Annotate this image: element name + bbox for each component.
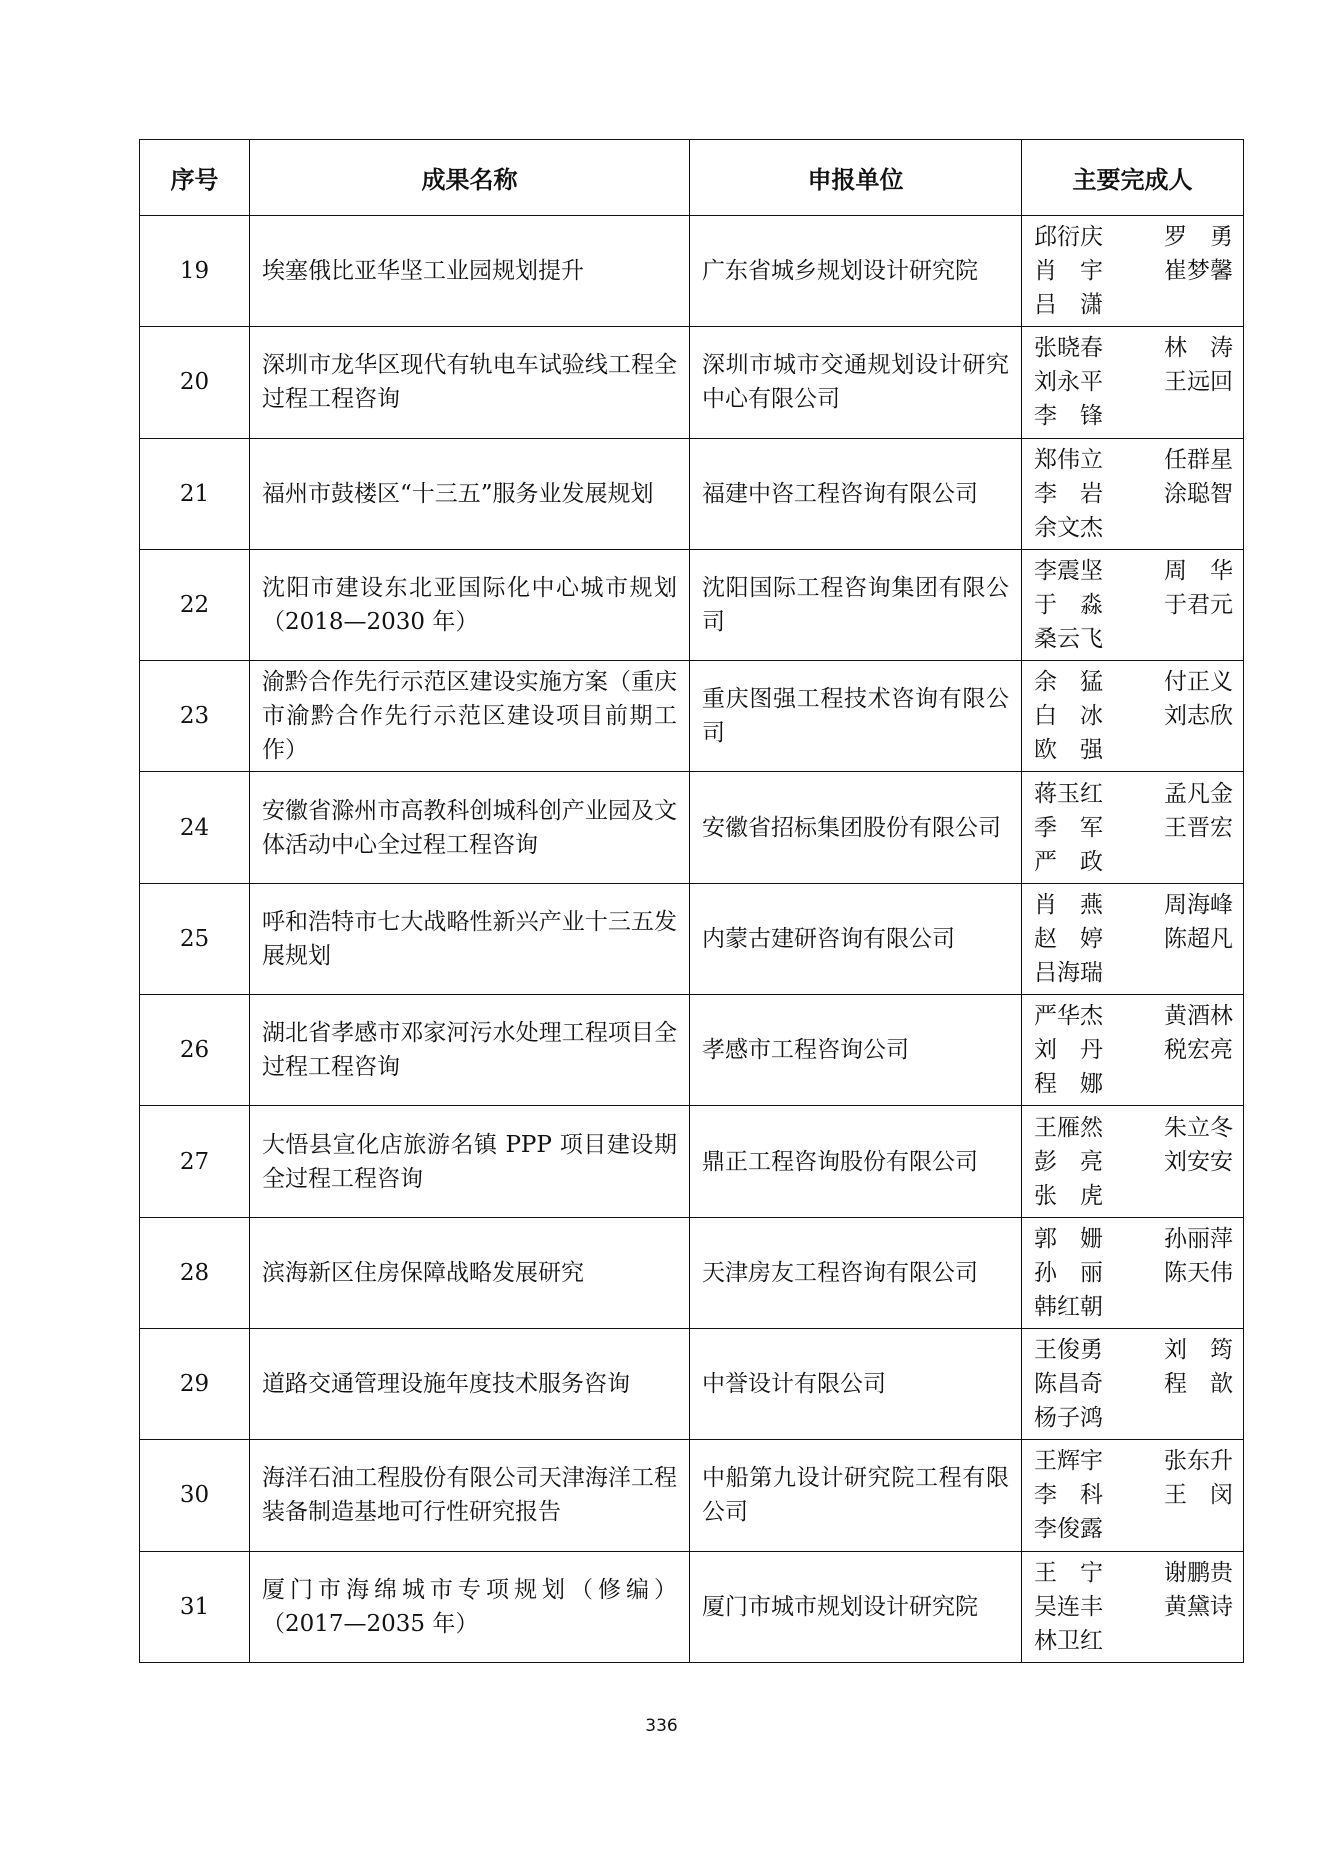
cell-project-name: 厦门市海绵城市专项规划（修编）（2017—2035 年） — [250, 1551, 690, 1662]
contributor-name: 郑伟立 — [1034, 446, 1103, 473]
cell-project-name: 渝黔合作先行示范区建设实施方案（重庆市渝黔合作先行示范区建设项目前期工作） — [250, 661, 690, 772]
table-body — [140, 216, 1244, 1663]
table-row — [140, 883, 1244, 994]
contributor-name: 程 娜 — [1034, 1071, 1103, 1098]
contributor-list — [1034, 1111, 1233, 1213]
table-row — [140, 327, 1244, 438]
cell-main-contributors — [1022, 772, 1244, 883]
cell-no: 19 — [140, 216, 250, 327]
contributor-name: 李 岩 — [1034, 480, 1103, 507]
table-row — [140, 1217, 1244, 1328]
cell-main-contributors — [1022, 327, 1244, 438]
contributor-name: 刘 丹 — [1034, 1037, 1103, 1064]
cell-main-contributors — [1022, 995, 1244, 1106]
contributor-name: 王 闵 — [1164, 1482, 1233, 1509]
cell-applicant-unit: 中船第九设计研究院工程有限公司 — [690, 1440, 1022, 1551]
table-row — [140, 1106, 1244, 1217]
contributor-name: 任群星 — [1164, 446, 1233, 473]
contributor-name: 吕海瑞 — [1034, 959, 1103, 986]
cell-project-name: 呼和浩特市七大战略性新兴产业十三五发展规划 — [250, 883, 690, 994]
contributor-name: 肖 宇 — [1034, 258, 1103, 285]
contributor-name: 税宏亮 — [1164, 1037, 1233, 1064]
contributor-list — [1034, 999, 1233, 1101]
contributor-name: 付正义 — [1164, 669, 1233, 696]
cell-project-name: 滨海新区住房保障战略发展研究 — [250, 1217, 690, 1328]
contributor-name: 陈昌奇 — [1034, 1371, 1103, 1398]
contributor-name: 李 科 — [1034, 1482, 1103, 1509]
cell-no: 21 — [140, 438, 250, 549]
contributor-list — [1034, 1556, 1233, 1658]
cell-no: 27 — [140, 1106, 250, 1217]
cell-applicant-unit: 鼎正工程咨询股份有限公司 — [690, 1106, 1022, 1217]
table-header — [140, 140, 1244, 216]
cell-main-contributors — [1022, 1551, 1244, 1662]
contributor-name: 季 军 — [1034, 814, 1103, 841]
header-unit: 申报单位 — [690, 140, 1022, 216]
header-row — [140, 140, 1244, 216]
contributor-name: 吕 潇 — [1034, 292, 1103, 319]
cell-applicant-unit: 天津房友工程咨询有限公司 — [690, 1217, 1022, 1328]
table-row — [140, 1328, 1244, 1439]
contributor-name: 林卫红 — [1034, 1627, 1103, 1654]
contributor-name: 李俊露 — [1034, 1516, 1103, 1543]
table-row — [140, 995, 1244, 1106]
contributor-name: 欧 强 — [1034, 737, 1103, 764]
contributor-name: 孙 丽 — [1034, 1259, 1103, 1286]
contributor-name: 程 歆 — [1164, 1371, 1233, 1398]
cell-no: 25 — [140, 883, 250, 994]
cell-no: 26 — [140, 995, 250, 1106]
cell-no: 24 — [140, 772, 250, 883]
contributor-list — [1034, 888, 1233, 990]
cell-applicant-unit: 重庆图强工程技术咨询有限公司 — [690, 661, 1022, 772]
contributor-name: 王俊勇 — [1034, 1337, 1103, 1364]
contributor-name: 黄酒林 — [1164, 1003, 1233, 1030]
contributor-name: 余文杰 — [1034, 514, 1103, 541]
contributor-name: 陈天伟 — [1164, 1259, 1233, 1286]
cell-main-contributors — [1022, 883, 1244, 994]
contributor-name: 刘志欣 — [1164, 703, 1233, 730]
contributor-name: 陈超凡 — [1164, 925, 1233, 952]
contributor-name: 严华杰 — [1034, 1003, 1103, 1030]
contributor-name: 崔梦馨 — [1164, 258, 1233, 285]
contributor-name: 朱立冬 — [1164, 1114, 1233, 1141]
contributor-name: 于君元 — [1164, 592, 1233, 619]
header-people: 主要完成人 — [1022, 140, 1244, 216]
cell-project-name: 埃塞俄比亚华坚工业园规划提升 — [250, 216, 690, 327]
cell-main-contributors — [1022, 216, 1244, 327]
cell-main-contributors — [1022, 549, 1244, 660]
page-number: 336 — [645, 1716, 678, 1736]
contributor-name: 林 涛 — [1164, 335, 1233, 362]
contributor-name: 刘安安 — [1164, 1148, 1233, 1175]
contributor-name: 刘永平 — [1034, 369, 1103, 396]
cell-applicant-unit: 深圳市城市交通规划设计研究中心有限公司 — [690, 327, 1022, 438]
cell-main-contributors — [1022, 438, 1244, 549]
cell-no: 23 — [140, 661, 250, 772]
contributor-name: 罗 勇 — [1164, 224, 1233, 251]
contributor-name: 吴连丰 — [1034, 1593, 1103, 1620]
table-row — [140, 661, 1244, 772]
contributor-name: 李震坚 — [1034, 558, 1103, 585]
contributor-name: 于 淼 — [1034, 592, 1103, 619]
cell-main-contributors — [1022, 661, 1244, 772]
contributor-name: 涂聪智 — [1164, 480, 1233, 507]
contributor-list — [1034, 665, 1233, 767]
contributor-name: 蒋玉红 — [1034, 780, 1103, 807]
contributor-name: 王远回 — [1164, 369, 1233, 396]
cell-main-contributors — [1022, 1440, 1244, 1551]
contributor-name: 李 锋 — [1034, 403, 1103, 430]
table-row — [140, 772, 1244, 883]
contributor-name: 谢鹏贵 — [1164, 1559, 1233, 1586]
contributor-name: 王晋宏 — [1164, 814, 1233, 841]
contributor-list — [1034, 1333, 1233, 1435]
cell-main-contributors — [1022, 1328, 1244, 1439]
contributor-name: 张 虎 — [1034, 1182, 1103, 1209]
contributor-name: 孙丽萍 — [1164, 1225, 1233, 1252]
cell-no: 20 — [140, 327, 250, 438]
contributor-name: 郭 姗 — [1034, 1225, 1103, 1252]
header-no: 序号 — [140, 140, 250, 216]
cell-applicant-unit: 中誉设计有限公司 — [690, 1328, 1022, 1439]
cell-applicant-unit: 厦门市城市规划设计研究院 — [690, 1551, 1022, 1662]
table-row — [140, 549, 1244, 660]
cell-project-name: 海洋石油工程股份有限公司天津海洋工程装备制造基地可行性研究报告 — [250, 1440, 690, 1551]
cell-applicant-unit: 广东省城乡规划设计研究院 — [690, 216, 1022, 327]
cell-no: 31 — [140, 1551, 250, 1662]
contributor-list — [1034, 220, 1233, 322]
table-row — [140, 1551, 1244, 1662]
cell-no: 30 — [140, 1440, 250, 1551]
contributor-name: 严 政 — [1034, 848, 1103, 875]
cell-applicant-unit: 沈阳国际工程咨询集团有限公司 — [690, 549, 1022, 660]
cell-project-name: 道路交通管理设施年度技术服务咨询 — [250, 1328, 690, 1439]
cell-main-contributors — [1022, 1106, 1244, 1217]
cell-project-name: 福州市鼓楼区“十三五”服务业发展规划 — [250, 438, 690, 549]
cell-applicant-unit: 安徽省招标集团股份有限公司 — [690, 772, 1022, 883]
contributor-name: 张晓春 — [1034, 335, 1103, 362]
contributor-name: 赵 婷 — [1034, 925, 1103, 952]
contributor-name: 邱衍庆 — [1034, 224, 1103, 251]
cell-applicant-unit: 福建中咨工程咨询有限公司 — [690, 438, 1022, 549]
contributor-list — [1034, 331, 1233, 433]
contributor-name: 肖 燕 — [1034, 891, 1103, 918]
contributor-name: 王雁然 — [1034, 1114, 1103, 1141]
awards-table — [139, 139, 1244, 1663]
cell-main-contributors — [1022, 1217, 1244, 1328]
contributor-name: 余 猛 — [1034, 669, 1103, 696]
cell-project-name: 大悟县宣化店旅游名镇 PPP 项目建设期全过程工程咨询 — [250, 1106, 690, 1217]
contributor-list — [1034, 1222, 1233, 1324]
contributor-name: 黄黛诗 — [1164, 1593, 1233, 1620]
contributor-list — [1034, 554, 1233, 656]
contributor-name: 王 宁 — [1034, 1559, 1103, 1586]
contributor-name: 王辉宇 — [1034, 1448, 1103, 1475]
table-row — [140, 1440, 1244, 1551]
contributor-name: 孟凡金 — [1164, 780, 1233, 807]
contributor-list — [1034, 1444, 1233, 1546]
contributor-name: 韩红朝 — [1034, 1293, 1103, 1320]
cell-applicant-unit: 内蒙古建研咨询有限公司 — [690, 883, 1022, 994]
contributor-name: 刘 筠 — [1164, 1337, 1233, 1364]
contributor-name: 周海峰 — [1164, 891, 1233, 918]
contributor-name: 张东升 — [1164, 1448, 1233, 1475]
cell-project-name: 安徽省滁州市高教科创城科创产业园及文体活动中心全过程工程咨询 — [250, 772, 690, 883]
cell-no: 22 — [140, 549, 250, 660]
cell-project-name: 湖北省孝感市邓家河污水处理工程项目全过程工程咨询 — [250, 995, 690, 1106]
cell-applicant-unit: 孝感市工程咨询公司 — [690, 995, 1022, 1106]
contributor-name: 白 冰 — [1034, 703, 1103, 730]
contributor-list — [1034, 443, 1233, 545]
contributor-name: 彭 亮 — [1034, 1148, 1103, 1175]
table-row — [140, 216, 1244, 327]
table-row — [140, 438, 1244, 549]
cell-no: 28 — [140, 1217, 250, 1328]
cell-project-name: 沈阳市建设东北亚国际化中心城市规划（2018—2030 年） — [250, 549, 690, 660]
contributor-name: 杨子鸿 — [1034, 1405, 1103, 1432]
header-name: 成果名称 — [250, 140, 690, 216]
contributor-name: 桑云飞 — [1034, 626, 1103, 653]
contributor-list — [1034, 777, 1233, 879]
cell-no: 29 — [140, 1328, 250, 1439]
contributor-name: 周 华 — [1164, 558, 1233, 585]
cell-project-name: 深圳市龙华区现代有轨电车试验线工程全过程工程咨询 — [250, 327, 690, 438]
